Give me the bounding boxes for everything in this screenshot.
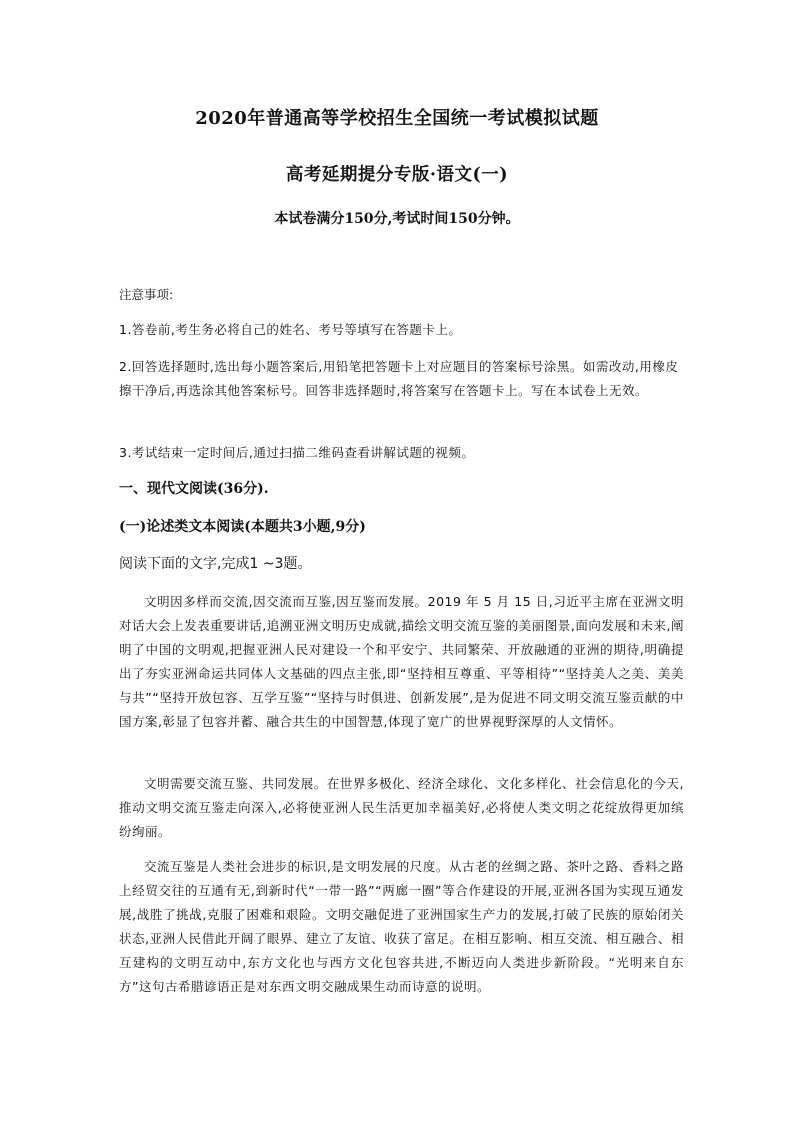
- reading-instruction: 阅读下面的文字,完成1 ~3题。: [119, 556, 312, 572]
- note-item: 2.回答选择题时,选出每小题答案后,用铅笔把答题卡上对应题目的答案标号涂黑。如需改动,用橡皮擦干净后,再选涂其他答案标号。回答非选择题时,将答案写在答题卡上。写在本试卷上无效。: [119, 359, 679, 398]
- exam-title: 2020年普通高等学校招生全国统一考试模拟试题: [195, 108, 599, 129]
- note-item: 1.答卷前,考生务必将自己的姓名、考号等填写在答题卡上。: [119, 322, 462, 337]
- notes-heading: 注意事项:: [119, 287, 174, 302]
- passage-paragraph: 文明因多样而交流,因交流而互鉴,因互鉴而发展。2019 年 5 月 15 日,习近平主席在亚洲文明对话大会上发表重要讲话,追溯亚洲文明历史成就,描绘文明交流互鉴的美丽图景,面向发展和未来,阐明了中国的文明观,把握亚洲人民对建设一个和平安宁、共同繁荣、开放融通的亚洲的期待,明确提出了夯实亚洲命运共同体人文基础的四点主张,即“坚持相互尊重、平等相待”“坚持美人之美、美美与共”“坚持开放包容、互学互鉴”“坚持与时俱进、创新发展”,是为促进不同文明交流互鉴贡献的中国方案,彰显了包容并蓄、融合共生的中国智慧,体现了宽广的世界视野深厚的人文情怀。: [119, 594, 684, 729]
- exam-subtitle: 高考延期提分专版·语文(一): [285, 165, 509, 185]
- subsection-heading: (一)论述类文本阅读(本题共3小题,9分): [119, 519, 366, 535]
- passage-paragraph: 交流互鉴是人类社会进步的标识,是文明发展的尺度。从古老的丝绸之路、茶叶之路、香料之路上经贸交往的互通有无,到新时代“一带一路”“两廊一圈”等合作建设的开展,亚洲各国为实现互通发展,战胜了挑战,克服了困难和艰险。文明交融促进了亚洲国家生产力的发展,打破了民族的原始闭关状态,亚洲人民借此开阔了眼界、建立了友谊、收获了富足。在相互影响、相互交流、相互融合、相互建构的文明互动中,东方文化也与西方文化包容共进,不断迈向人类进步新阶段。“光明来自东方”这句古希腊谚语正是对东西文明交融成果生动而诗意的说明。: [119, 859, 684, 994]
- passage-paragraph: 文明需要交流互鉴、共同发展。在世界多极化、经济全球化、文化多样化、社会信息化的今天,推动文明交流互鉴走向深入,必将使亚洲人民生活更加幸福美好,必将使人类文明之花绽放得更加缤纷绚丽。: [119, 776, 684, 839]
- section-heading: 一、现代文阅读(36分).: [119, 481, 269, 497]
- note-item: 3.考试结束一定时间后,通过扫描二维码查看讲解试题的视频。: [119, 445, 475, 460]
- exam-info: 本试卷满分150分,考试时间150分钟。: [274, 211, 520, 227]
